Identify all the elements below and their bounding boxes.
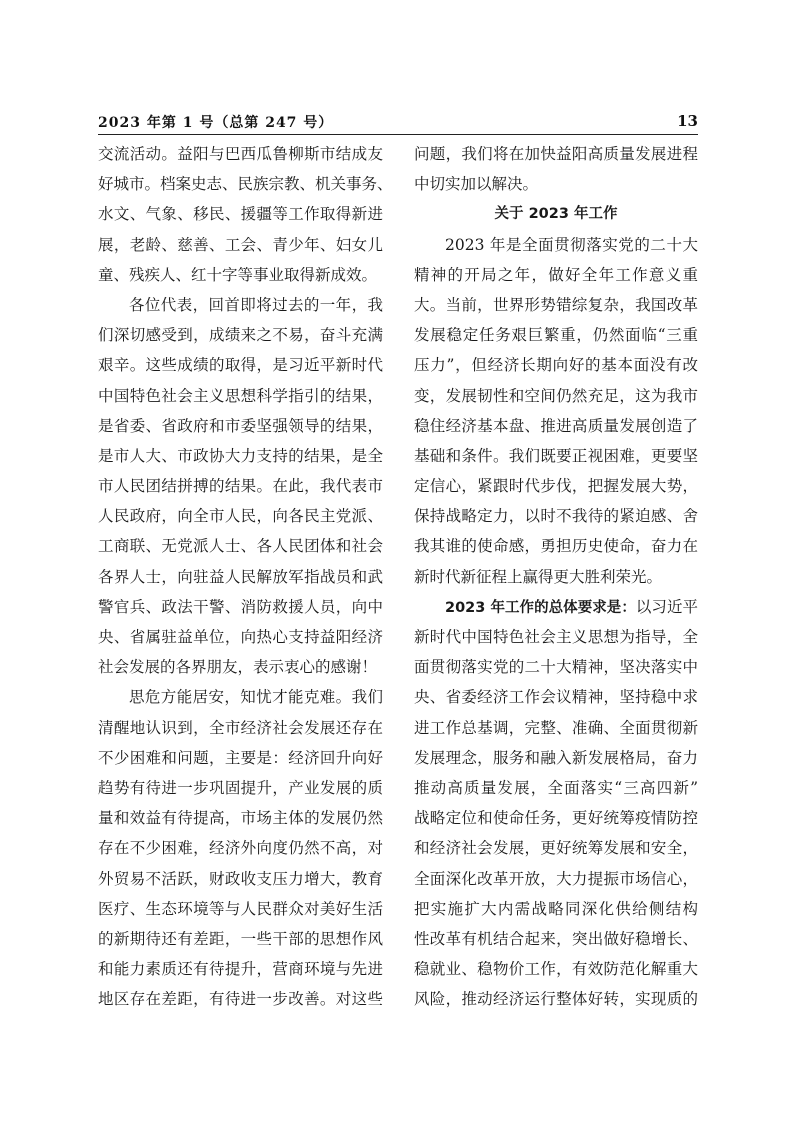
text-line: 存在不少困难，经济外向度仍然不高，对 [98,839,383,858]
text-line: 稳住经济基本盘、推进高质量发展创造了 [414,416,698,435]
text-line: 变，发展韧性和空间仍然充足，这为我市 [414,386,698,405]
text-line: 清醒地认识到，全市经济社会发展还存在 [98,718,383,737]
text-line: 性改革有机结合起来，突出做好稳增长、 [414,929,698,948]
text-line: 精神的开局之年，做好全年工作意义重 [414,265,698,284]
text-line: 各位代表，回首即将过去的一年，我 [129,295,383,314]
text-line: 面贯彻落实党的二十大精神，坚决落实中 [414,658,698,677]
text-line: 进工作总基调，完整、准确、全面贯彻新 [414,718,698,737]
running-header [98,112,698,136]
text-line: 量和效益有待提高，市场主体的发展仍然 [98,809,383,828]
text-line: 问题，我们将在加快益阳高质量发展进程 [414,145,698,163]
text-line: 全面深化改革开放，大力提振市场信心， [414,869,698,888]
text-line: 发展稳定任务艰巨繁重，仍然面临“三重 [414,326,698,345]
text-line: 交流活动。益阳与巴西瓜鲁柳斯市结成友 [98,145,383,163]
text-line: 展，老龄、慈善、工会、青少年、妇女儿 [98,235,383,254]
text-line: 稳就业、稳物价工作，有效防范化解重大 [414,960,698,979]
text-line: 中切实加以解决。 [414,175,539,194]
text-line: 压力”，但经济长期向好的基本面没有改 [414,356,698,375]
text-line: 的新期待还有差距，一些干部的思想作风 [98,929,383,948]
text-run: 以习近平 [635,597,698,616]
text-line: 们深切感受到，成绩来之不易，奋斗充满 [98,326,383,345]
text-line: 社会发展的各界朋友，表示衷心的感谢！ [98,658,378,677]
text-line: 定信心，紧跟时代步伐，把握发展大势， [414,477,698,496]
header-divider [98,134,698,135]
text-line: 和经济社会发展，更好统筹发展和安全， [414,839,698,858]
text-line: 医疗、生态环境等与人民群众对美好生活 [98,899,383,918]
text-line: 趋势有待进一步巩固提升，产业发展的质 [98,778,383,797]
text-line: 保持战略定力，以时不我待的紧迫感、舍 [414,507,698,526]
text-line: 发展理念，服务和融入新发展格局，奋力 [414,748,698,767]
text-line: 市人民团结拼搏的结果。在此，我代表市 [98,477,383,496]
text-line: 大。当前，世界形势错综复杂，我国改革 [414,295,698,314]
text-line: 艰辛。这些成绩的取得，是习近平新时代 [98,356,383,375]
text-line: 好城市。档案史志、民族宗教、机关事务、 [98,175,393,194]
page-number: 13 [677,112,698,130]
text-line: 基础和条件。我们既要正视困难，更要坚 [414,446,698,465]
text-line: 是市人大、市政协大力支持的结果，是全 [98,446,383,465]
text-line: 2023 年是全面贯彻落实党的二十大 [445,235,698,254]
text-line [414,592,698,622]
text-line: 各界人士，向驻益人民解放军指战员和武 [98,567,383,586]
text-line: 童、残疾人、红十字等事业取得新成效。 [98,265,378,284]
text-line: 人民政府，向全市人民，向各民主党派、 [98,507,383,526]
text-line: 警官兵、政法干警、消防救援人员，向中 [98,597,383,616]
text-line: 中国特色社会主义思想科学指引的结果， [98,386,383,405]
left-column [98,139,393,1014]
text-line: 外贸易不活跃，财政收支压力增大，教育 [98,869,383,888]
text-line: 央、省委经济工作会议精神，坚持稳中求 [414,688,698,707]
text-line: 是省委、省政府和市委坚强领导的结果， [98,416,383,435]
text-line: 新时代中国特色社会主义思想为指导，全 [414,628,698,646]
text-line: 不少困难和问题，主要是：经济回升向好 [98,748,383,767]
text-line: 我其谁的使命感，勇担历史使命，奋力在 [414,537,698,556]
issue-label: 2023 年第 1 号（总第 247 号） [98,115,334,131]
text-line: 把实施扩大内需战略同深化供给侧结构 [414,899,698,918]
text-line: 工商联、无党派人士、各人民团体和社会 [98,537,383,556]
right-column [414,139,698,1014]
section-heading: 关于 2023 年工作 [494,206,618,223]
text-line: 地区存在差距，有待进一步改善。对这些 [98,990,383,1009]
text-line: 战略定位和使命任务，更好统筹疫情防控 [414,809,698,828]
text-line: 和能力素质还有待提升，营商环境与先进 [98,960,383,979]
text-line: 央、省属驻益单位，向热心支持益阳经济 [98,628,383,646]
text-line: 推动高质量发展，全面落实“三高四新” [414,778,698,797]
text-line: 思危方能居安，知忧才能克难。我们 [129,688,383,707]
text-line: 水文、气象、移民、援疆等工作取得新进 [98,205,383,224]
text-line: 风险，推动经济运行整体好转，实现质的 [414,990,698,1009]
bold-lead-text: 2023 年工作的总体要求是： [445,599,636,616]
text-line: 新时代新征程上赢得更大胜利荣光。 [414,567,663,586]
